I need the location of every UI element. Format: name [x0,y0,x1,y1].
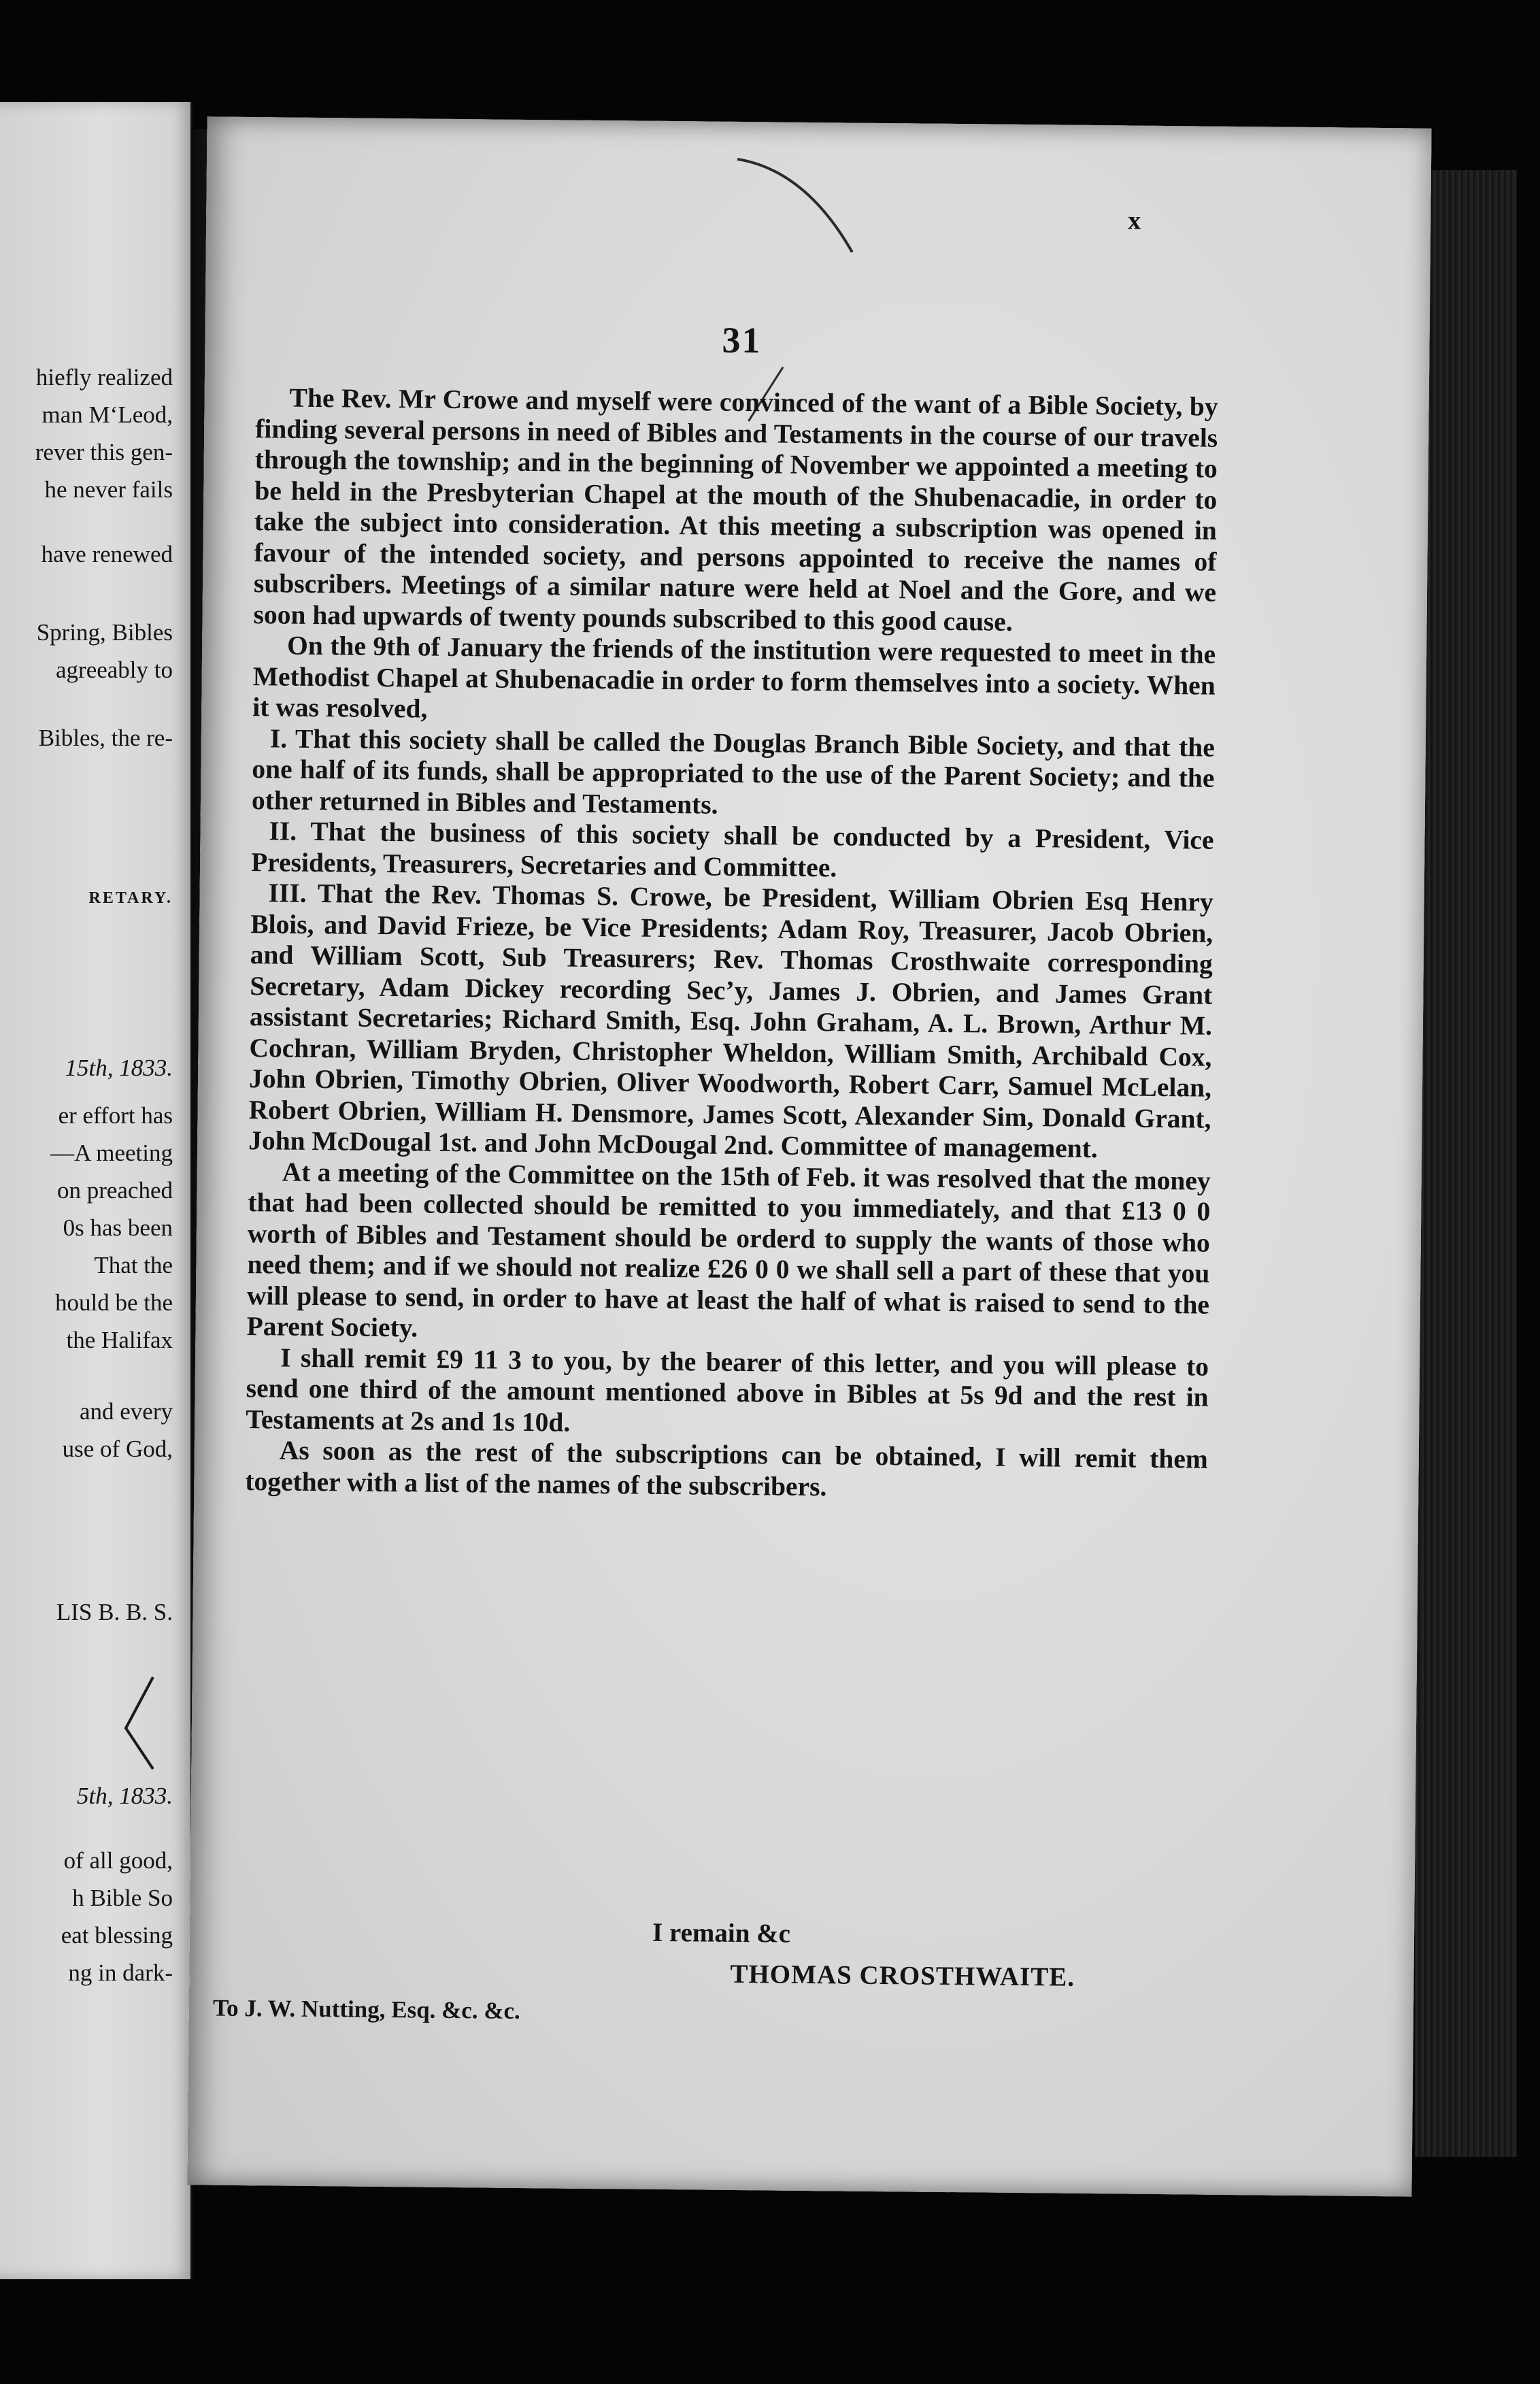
main-page [187,116,1431,2196]
left-page-line: eat blessing [61,1922,173,1949]
bracket-mark [112,1674,167,1776]
left-page-line: LIS B. B. S. [56,1599,173,1625]
left-page-line: er effort has [58,1102,173,1129]
page-number: 31 [722,319,762,361]
left-page-line: —A meeting [50,1140,173,1166]
left-page-line: rever this gen- [35,439,173,465]
left-page-line: man M‘Leod, [41,401,173,428]
left-page-heading: RETARY. [88,889,173,907]
corner-mark: x [1128,206,1141,235]
letter-body [245,382,1218,1506]
paragraph: On the 9th of January the friends of the institution were requested to meet in the Methodist Chapel at Shubenacadie in order to form themselves into a society. When it was resolved, [252,630,1216,724]
resolution-paragraph: III. That the Rev. Thomas S. Crowe, be President, William Obrien Esq Henry Blois, and David Frieze, be Vice Presidents; Adam Roy, Treasurer, Jacob Obrien, and William Scott, Sub Treasurers; Rev. Thomas Crosthwaite corresponding Secretary, Adam Dickey recording Sec’y, James J. Obrien, and James Grant assistant Secretaries; Richard Smith, Esq. John Graham, A. L. Brown, Arthur M. Cochran, William Bryden, Christopher Wheldon, William Smith, Archibald Cox, John Obrien, Timothy Obrien, Oliver Woodworth, Robert Carr, Samuel McLelan, Robert Obrien, William H. Densmore, James Scott, Alexander Sim, Donald Grant, John McDougal 1st. and John McDougal 2nd. Committee of management. [248,878,1213,1164]
book-page-edges [1415,170,1517,2157]
left-page-line: and every [79,1398,173,1425]
left-page-line: ng in dark- [68,1959,173,1986]
left-page-line: hould be the [54,1289,173,1316]
left-page-line: use of God, [62,1436,173,1462]
paragraph: As soon as the rest of the subscriptions can be obtained, I will remit them together with a list of the names of the subscribers. [245,1435,1208,1502]
left-page-dateline: 15th, 1833. [65,1055,173,1081]
left-page-line: That the [94,1252,173,1278]
paragraph: The Rev. Mr Crowe and myself were convinced of the want of a Bible Society, by finding several persons in need of Bibles and Testaments in the course of our travels through the township; and in the beginning of November we appointed a meeting to be held in the Presbyterian Chapel at the mouth of the Shubenacadie, in order to take the subject into consideration. At this meeting a subscription was opened in favour of the intended society, and persons appointed to receive the names of subscribers. Meetings of a similar nature were held at Noel and the Gore, and we soon had upwards of twenty pounds subscribed to this good cause. [253,382,1218,637]
left-page-line: he never fails [44,476,173,503]
resolution-paragraph: II. That the business of this society shall be conducted by a President, Vice Presidents, Treasurers, Secretaries and Committee. [250,816,1214,882]
left-facing-page [0,102,192,2279]
left-page-line: agreeably to [56,657,173,683]
left-page-line: have renewed [41,541,173,567]
left-page-line: the Halifax [66,1327,173,1353]
left-page-line: on preached [56,1177,173,1204]
left-page-line: hiefly realized [35,364,173,391]
paragraph: I shall remit £9 11 3 to you, by the bearer of this letter, and you will please to send one third of the amount mentioned above in Bibles at 5s 9d and the rest in Testaments at 2s and 1s 10d. [246,1342,1209,1438]
left-page-dateline: 5th, 1833. [77,1783,173,1809]
resolution-paragraph: I. That this society shall be called the Douglas Branch Bible Society, and that the one half of its funds, shall be appropriated to the use of the Parent Society; and the other returned in Bibles and Testaments. [251,723,1216,820]
signature: THOMAS CROSTHWAITE. [730,1959,1075,1992]
closing-salutation: I remain &c [652,1917,791,1949]
left-page-line: h Bible So [72,1885,173,1911]
recipient-address: To J. W. Nutting, Esq. &c. &c. [212,1994,520,2024]
left-page-line: Spring, Bibles [36,619,173,646]
left-page-line: Bibles, the re- [38,725,173,751]
left-page-line: 0s has been [63,1214,173,1241]
left-page-line: of all good, [63,1847,173,1874]
paragraph: At a meeting of the Committee on the 15th of Feb. it was resolved that the money that had been collected should be remitted to you immediately, and that £13 0 0 worth of Bibles and Testament should be orderd to supply the wants of those who need them; and if we should not realize £26 0 0 we shall sell a part of these that you will please to send, in order to have at least the half of what is raised to send to the Parent Society. [246,1157,1211,1343]
